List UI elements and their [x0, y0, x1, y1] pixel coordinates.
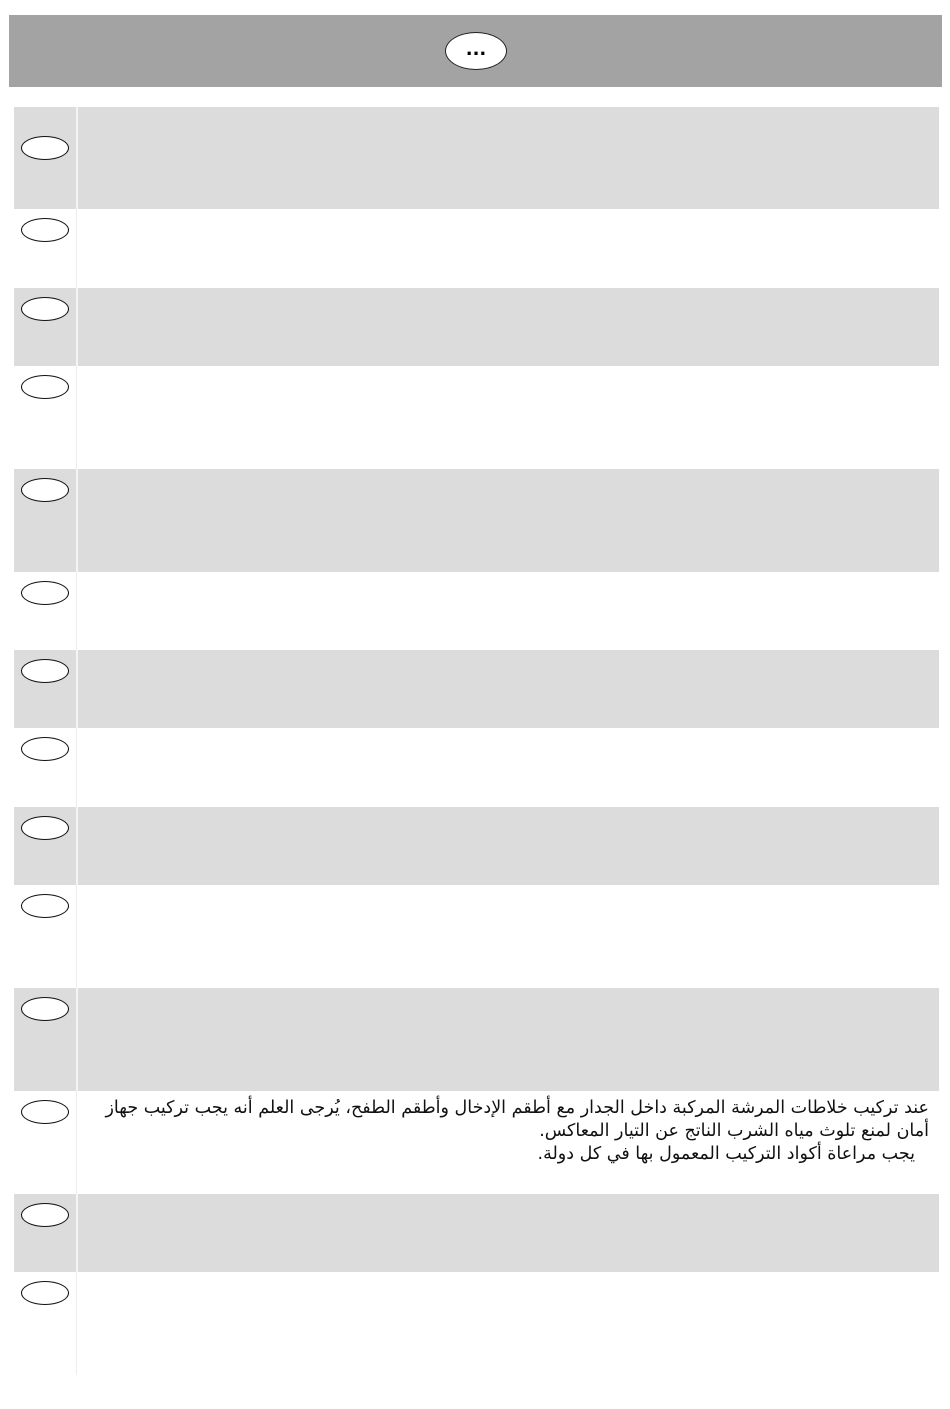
row-divider	[76, 107, 78, 209]
backflow-note-line-2: يجب مراعاة أكواد التركيب المعمول بها في كل دولة.	[537, 1144, 915, 1164]
header-label: ...	[445, 32, 507, 70]
row-divider	[76, 1272, 77, 1375]
row-divider	[76, 1091, 77, 1194]
row-14	[14, 1272, 939, 1375]
row-9	[14, 807, 939, 885]
row-6	[14, 572, 939, 650]
row-divider	[76, 209, 77, 288]
row-divider	[76, 885, 77, 988]
row-marker	[21, 737, 69, 761]
row-marker	[21, 1100, 69, 1124]
row-marker	[21, 816, 69, 840]
row-marker	[21, 1203, 69, 1227]
row-10	[14, 885, 939, 988]
row-11	[14, 988, 939, 1091]
row-12	[14, 1091, 939, 1194]
row-marker	[21, 659, 69, 683]
row-divider	[76, 288, 78, 366]
row-marker	[21, 581, 69, 605]
row-marker	[21, 297, 69, 321]
row-divider	[76, 572, 77, 650]
row-1	[14, 107, 939, 209]
backflow-note-line-1: عند تركيب خلاطات المرشة المركبة داخل الجدار مع أطقم الإدخال وأطقم الطفح، يُرجى العلم أنه يجب تركيب جهاز أمان لمنع تلوث مياه الشرب الناتج عن التيار المعاكس.	[105, 1098, 929, 1141]
row-divider	[76, 469, 78, 572]
row-marker	[21, 1281, 69, 1305]
row-marker	[21, 894, 69, 918]
row-13	[14, 1194, 939, 1272]
row-divider	[76, 650, 78, 728]
row-divider	[76, 366, 77, 469]
row-marker	[21, 136, 69, 160]
backflow-note	[84, 1097, 929, 1166]
row-divider	[76, 1194, 78, 1272]
row-7	[14, 650, 939, 728]
row-2	[14, 209, 939, 288]
row-marker	[21, 478, 69, 502]
row-divider	[76, 728, 77, 807]
row-4	[14, 366, 939, 469]
row-marker	[21, 375, 69, 399]
row-marker	[21, 218, 69, 242]
row-3	[14, 288, 939, 366]
row-5	[14, 469, 939, 572]
row-marker	[21, 997, 69, 1021]
row-divider	[76, 807, 78, 885]
row-8	[14, 728, 939, 807]
row-divider	[76, 988, 78, 1091]
